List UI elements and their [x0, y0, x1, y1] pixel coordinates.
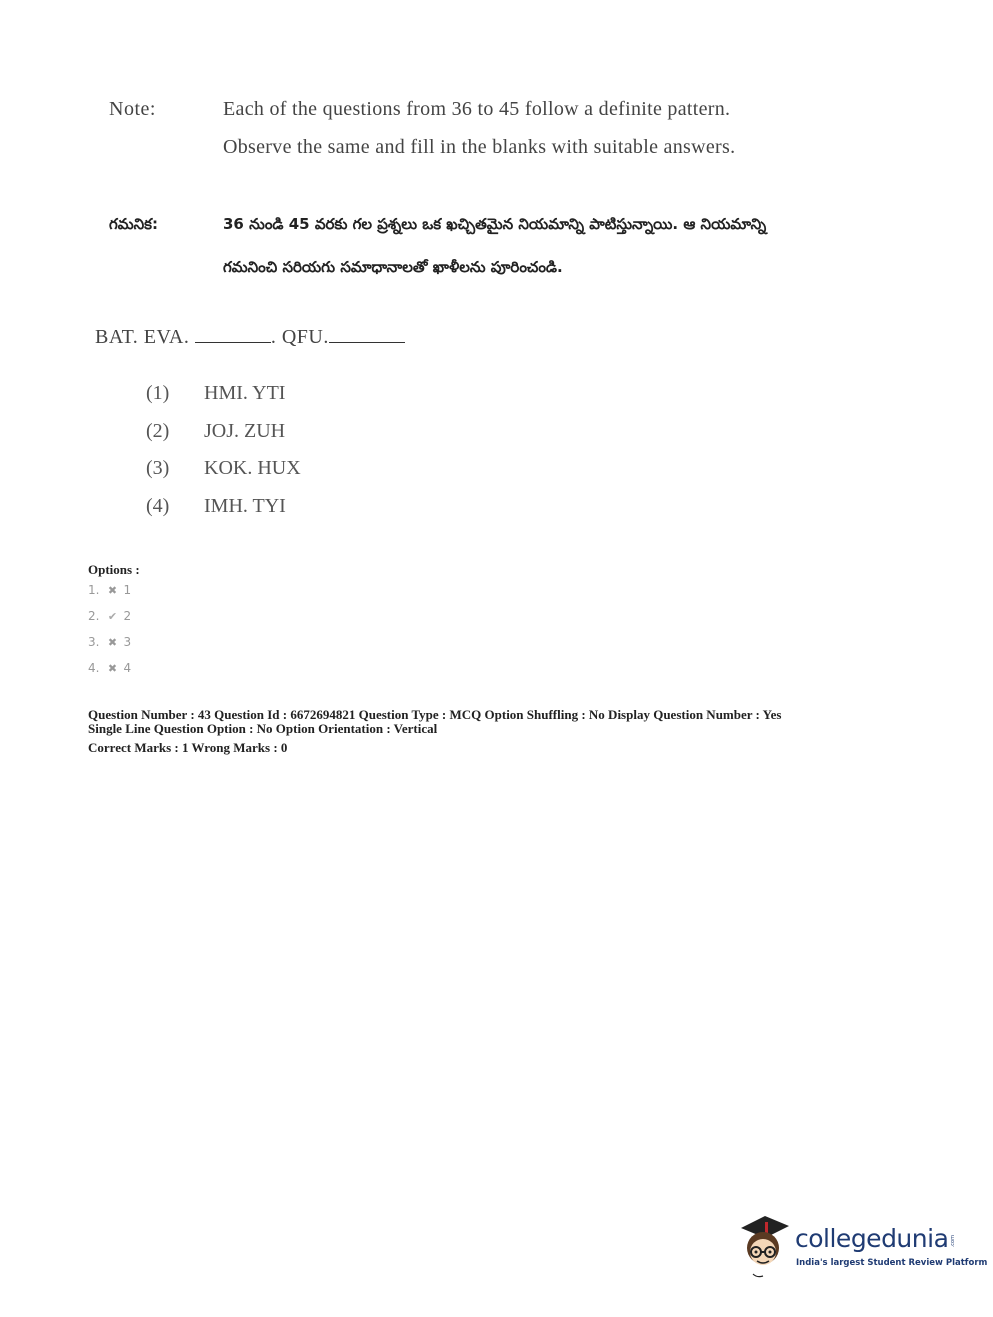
- collegedunia-mascot-icon: [735, 1210, 795, 1280]
- choice-3: [146, 457, 301, 480]
- checkmark-icon: ✔: [107, 610, 118, 623]
- choice-text: IMH. TYI: [204, 495, 286, 517]
- option-value: 2: [123, 609, 132, 623]
- choice-text: JOJ. ZUH: [204, 420, 286, 442]
- note-line-2: Observe the same and fill in the blanks with suitable answers.: [223, 136, 736, 158]
- telugu-note-label: గమనిక:: [109, 215, 158, 233]
- option-value: 3: [123, 635, 132, 649]
- cross-icon: ✖: [107, 662, 118, 675]
- option-2: [88, 609, 131, 623]
- question-meta-line-2: Single Line Question Option : No Option Orientation : Vertical: [88, 721, 438, 736]
- option-index: 4.: [88, 661, 100, 675]
- choice-text: HMI. YTI: [204, 382, 286, 404]
- telugu-note-line-2: గమనించి సరియగు సమాధానాలతో ఖాళీలను పూరించండి.: [223, 258, 563, 276]
- choice-text: KOK. HUX: [204, 457, 301, 479]
- question-meta-line-1: Question Number : 43 Question Id : 6672694821 Question Type : MCQ Option Shuffling : No Display Question Number : Yes: [88, 707, 782, 722]
- option-1: [88, 583, 131, 597]
- note-line-1: Each of the questions from 36 to 45 follow a definite pattern.: [223, 98, 731, 120]
- choice-number: (2): [146, 420, 170, 442]
- question-part-1: BAT. EVA.: [95, 326, 190, 348]
- question-series: [95, 326, 405, 349]
- note-label: Note:: [109, 98, 156, 120]
- blank-1: [195, 328, 271, 343]
- choice-2: [146, 420, 285, 443]
- option-value: 4: [123, 661, 132, 675]
- option-index: 3.: [88, 635, 100, 649]
- collegedunia-logo-text: collegedunia: [795, 1224, 949, 1253]
- choice-number: (4): [146, 495, 170, 517]
- question-meta-line-3: Correct Marks : 1 Wrong Marks : 0: [88, 740, 288, 755]
- blank-2: [329, 328, 405, 343]
- option-index: 1.: [88, 583, 100, 597]
- option-value: 1: [123, 583, 132, 597]
- cross-icon: ✖: [107, 636, 118, 649]
- option-index: 2.: [88, 609, 100, 623]
- telugu-note-line-1: 36 నుండి 45 వరకు గల ప్రశ్నలు ఒక ఖచ్చితమైన నియమాన్ని పాటిస్తున్నాయి. ఆ నియమాన్ని: [223, 215, 767, 233]
- logo-domain-suffix: .com: [950, 1235, 956, 1248]
- options-title: Options :: [88, 562, 140, 577]
- option-4: [88, 661, 131, 675]
- option-3: [88, 635, 131, 649]
- question-part-2: . QFU.: [270, 326, 329, 348]
- logo-tagline: India's largest Student Review Platform: [796, 1258, 988, 1268]
- choice-number: (1): [146, 382, 170, 404]
- choice-number: (3): [146, 457, 170, 479]
- choice-4: [146, 495, 286, 518]
- cross-icon: ✖: [107, 584, 118, 597]
- choice-1: [146, 382, 285, 405]
